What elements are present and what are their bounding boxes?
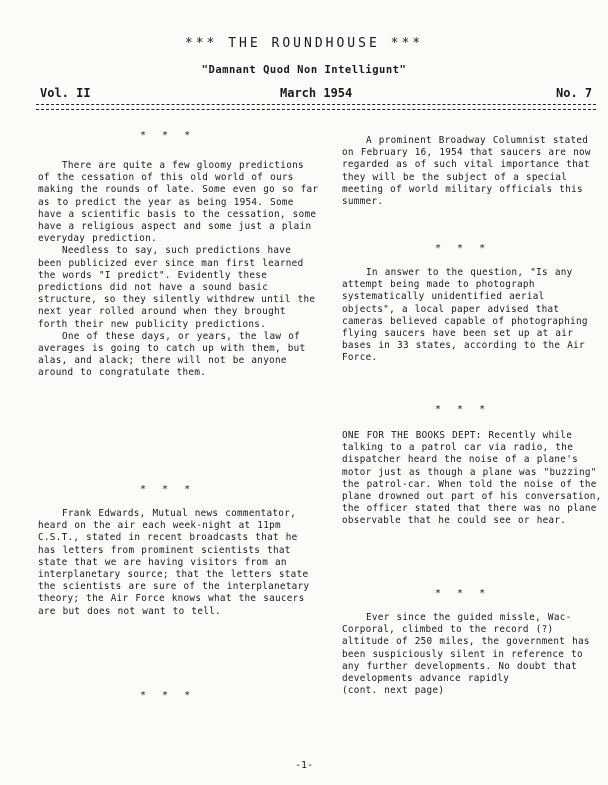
- section-separator: * * *: [435, 588, 491, 599]
- paragraph: A prominent Broadway Columnist stated on February 16, 1954 that saucers are now regarded as of such vital importance that they will be the subject of a special meeting of world military officials this summer.: [342, 135, 591, 208]
- page-number: -1-: [294, 760, 314, 771]
- issue-number: No. 7: [556, 86, 593, 100]
- section-separator: * * *: [140, 130, 196, 141]
- left-column: [38, 160, 320, 380]
- masthead-divider: [36, 104, 596, 110]
- paragraph: There are quite a few gloomy predictions of the cessation of this old world of ours making the rounds of late. Some even go so far as to predict the year as being 1954. Some have a scientific basis to the cessation, some have a religious aspect and some just a plain everyday prediction.: [38, 160, 319, 245]
- right-column-article-3: [342, 430, 602, 528]
- newsletter-motto: "Damnant Quod Non Intelligunt": [201, 64, 407, 76]
- paragraph: Needless to say, such predictions have been publicized ever since man first learned the words "I predict". Evidently these predictions did not have a sound basic structure, so they silently withdrew until the next year rolled around when they brought forth their new publicity predictions.: [38, 245, 316, 330]
- section-separator: * * *: [435, 243, 491, 254]
- right-column-article-4: [342, 612, 602, 697]
- newsletter-title: *** THE ROUNDHOUSE ***: [184, 36, 424, 51]
- volume-label: Vol. II: [40, 86, 91, 100]
- continued-note: (cont. next page): [342, 685, 445, 697]
- section-separator: * * *: [435, 404, 491, 415]
- issue-date: March 1954: [280, 86, 353, 100]
- paragraph: One of these days, or years, the law of averages is going to catch up with them, but alas, and alack; there will not be anyone around to congratulate them.: [38, 330, 306, 379]
- section-separator: * * *: [140, 484, 196, 495]
- right-column-article-1: [342, 135, 602, 208]
- paragraph: Frank Edwards, Mutual news commentator, heard on the air each week-night at 11pm C.S.T., stated in recent broadcasts that he has letters from prominent scientists that state that we are having visitors from an interplanetary source; that the letters state the scientists are sure of the interplanetary theory; the Air Force knows what the saucers are but does not want to tell.: [38, 508, 310, 617]
- paragraph: Ever since the guided missle, Wac-Corporal, climbed to the record (?) altitude of 250 miles, the government has been suspiciously silent in reference to any further developments. No doubt that developments advance rapidly: [342, 612, 590, 685]
- paragraph: In answer to the question, "Is any attempt being made to photograph systematically unidentified aerial objects", a local paper advised that cameras believed capable of photographing flying saucers have been set up at air bases in 33 states, according to the Air Force.: [342, 267, 588, 364]
- paragraph: ONE FOR THE BOOKS DEPT: Recently while talking to a patrol car via radio, the dispatcher heard the noise of a plane's motor just as though a plane was "buzzing" the patrol-car. When told the noise of the plane drowned out part of his conversation, the officer stated that there was no plane observable that he could see or hear.: [342, 430, 602, 527]
- right-column-article-2: [342, 267, 602, 365]
- left-column-lower: [38, 508, 320, 618]
- section-separator: * * *: [140, 690, 196, 701]
